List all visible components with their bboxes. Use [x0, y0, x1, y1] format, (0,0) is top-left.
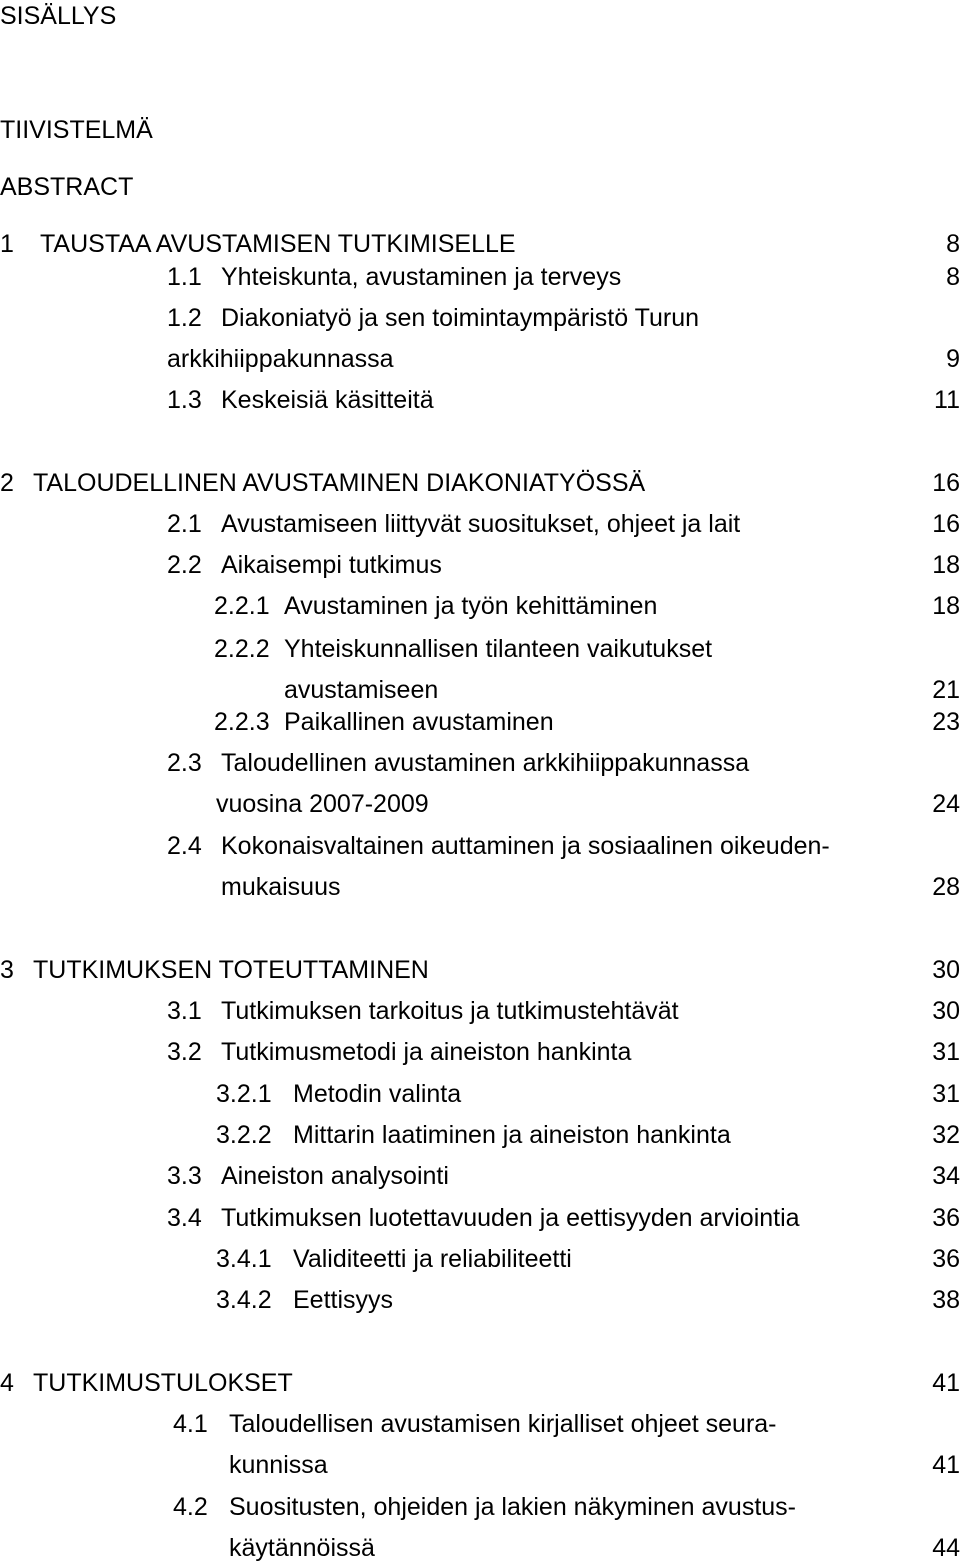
entry-title: Mittarin laatiminen ja aineiston hankinta [293, 1121, 731, 1149]
toc-subsection-2-2-2 [0, 637, 960, 669]
entry-page: 21 [932, 676, 960, 704]
entry-title: Eettisyys [293, 1286, 394, 1314]
entry-page: 9 [946, 345, 960, 373]
toc-section-2-4 [0, 834, 960, 866]
entry-title: TUTKIMUSTULOKSET [33, 1369, 293, 1397]
entry-title: Avustaminen ja työn kehittäminen [284, 592, 658, 620]
toc-subsection-2-2-1 [0, 594, 960, 626]
entry-number: 1.1 [167, 263, 202, 291]
entry-page: 41 [932, 1369, 960, 1397]
entry-title: Yhteiskunta, avustaminen ja terveys [221, 263, 622, 291]
entry-number: 2 [0, 469, 14, 497]
toc-subsection-3-2-1 [0, 1082, 960, 1114]
entry-title: Yhteiskunnallisen tilanteen vaikutukset [284, 635, 713, 663]
entry-number: 3.1 [167, 997, 202, 1025]
entry-page: 8 [946, 230, 960, 258]
entry-title-continued: mukaisuus [221, 873, 341, 901]
toc-section-4-1 [0, 1412, 960, 1444]
entry-title: TALOUDELLINEN AVUSTAMINEN DIAKONIATYÖSSÄ [33, 469, 646, 497]
toc-front-abstract-en [0, 175, 960, 207]
toc-title: SISÄLLYS [0, 2, 117, 30]
entry-number: 4.1 [173, 1410, 208, 1438]
toc-section-3-2 [0, 1040, 960, 1072]
entry-page: 8 [946, 263, 960, 291]
entry-title: Kokonaisvaltainen auttaminen ja sosiaalinen oikeuden- [221, 832, 830, 860]
entry-title-continued: kunnissa [229, 1451, 328, 1479]
entry-number: 1.2 [167, 304, 202, 332]
toc-section-1-3 [0, 388, 960, 420]
entry-page: 32 [932, 1121, 960, 1149]
entry-page: 34 [932, 1162, 960, 1190]
entry-title-continued: arkkihiippakunnassa [167, 345, 394, 373]
entry-number: 1 [0, 230, 14, 258]
toc-section-1-1 [0, 265, 960, 297]
entry-page: 28 [932, 873, 960, 901]
entry-title: Tutkimuksen luotettavuuden ja eettisyyden arviointia [221, 1204, 800, 1232]
entry-number: 2.1 [167, 510, 202, 538]
entry-title: Validiteetti ja reliabiliteetti [293, 1245, 572, 1273]
entry-page: 31 [932, 1038, 960, 1066]
entry-number: 2.2 [167, 551, 202, 579]
toc-section-4-1-cont [0, 1453, 960, 1485]
toc-section-2-3-cont [0, 792, 960, 824]
entry-number: 4.2 [173, 1493, 208, 1521]
entry-page: 41 [932, 1451, 960, 1479]
toc-heading [0, 4, 960, 36]
toc-section-3-3 [0, 1164, 960, 1196]
entry-page: 38 [932, 1286, 960, 1314]
toc-chapter-1 [0, 232, 960, 264]
entry-page: 44 [932, 1534, 960, 1562]
entry-number: 2.2.1 [214, 592, 270, 620]
toc-chapter-3 [0, 958, 960, 990]
entry-title: Avustamiseen liittyvät suositukset, ohjeet ja lait [221, 510, 741, 538]
entry-title: ABSTRACT [0, 173, 134, 201]
toc-section-1-2 [0, 306, 960, 338]
toc-subsection-2-2-2-cont [0, 678, 960, 710]
entry-title-continued: käytännöissä [229, 1534, 375, 1562]
entry-number: 3.2.2 [216, 1121, 272, 1149]
entry-title-continued: vuosina 2007-2009 [216, 790, 429, 818]
entry-title: Tutkimusmetodi ja aineiston hankinta [221, 1038, 632, 1066]
entry-title: Taloudellisen avustamisen kirjalliset ohjeet seura- [229, 1410, 777, 1438]
toc-section-4-2-cont [0, 1536, 960, 1568]
entry-number: 3 [0, 956, 14, 984]
entry-title: Keskeisiä käsitteitä [221, 386, 434, 414]
entry-page: 36 [932, 1245, 960, 1273]
entry-page: 23 [932, 708, 960, 736]
toc-section-3-1 [0, 999, 960, 1031]
entry-page: 16 [932, 469, 960, 497]
entry-title: TIIVISTELMÄ [0, 116, 153, 144]
toc-section-2-4-cont [0, 875, 960, 907]
entry-title-continued: avustamiseen [284, 676, 439, 704]
entry-page: 24 [932, 790, 960, 818]
entry-title: Paikallinen avustaminen [284, 708, 554, 736]
entry-page: 11 [934, 386, 960, 414]
toc-chapter-4 [0, 1371, 960, 1403]
entry-title: Metodin valinta [293, 1080, 462, 1108]
entry-number: 2.4 [167, 832, 202, 860]
entry-page: 36 [932, 1204, 960, 1232]
entry-number: 2.3 [167, 749, 202, 777]
toc-subsection-3-2-2 [0, 1123, 960, 1155]
entry-page: 30 [932, 956, 960, 984]
entry-number: 4 [0, 1369, 14, 1397]
entry-page: 16 [932, 510, 960, 538]
entry-number: 3.4 [167, 1204, 202, 1232]
entry-page: 30 [932, 997, 960, 1025]
entry-title: TUTKIMUKSEN TOTEUTTAMINEN [33, 956, 429, 984]
entry-title: Diakoniatyö ja sen toimintaympäristö Turun [221, 304, 700, 332]
entry-title: TAUSTAA AVUSTAMISEN TUTKIMISELLE [40, 230, 516, 258]
entry-title: Tutkimuksen tarkoitus ja tutkimustehtävät [221, 997, 679, 1025]
toc-section-4-2 [0, 1495, 960, 1527]
toc-subsection-2-2-3 [0, 710, 960, 742]
toc-section-2-1 [0, 512, 960, 544]
entry-number: 2.2.3 [214, 708, 270, 736]
entry-page: 31 [932, 1080, 960, 1108]
entry-number: 3.3 [167, 1162, 202, 1190]
entry-title: Taloudellinen avustaminen arkkihiippakunnassa [221, 749, 750, 777]
entry-number: 3.4.1 [216, 1245, 272, 1273]
entry-number: 1.3 [167, 386, 202, 414]
toc-section-2-2 [0, 553, 960, 585]
toc-subsection-3-4-1 [0, 1247, 960, 1279]
toc-section-3-4 [0, 1206, 960, 1238]
entry-title: Aikaisempi tutkimus [221, 551, 442, 579]
entry-number: 3.4.2 [216, 1286, 272, 1314]
toc-section-1-2-cont [0, 347, 960, 379]
entry-number: 2.2.2 [214, 635, 270, 663]
toc-chapter-2 [0, 471, 960, 503]
entry-title: Suositusten, ohjeiden ja lakien näkyminen avustus- [229, 1493, 797, 1521]
entry-number: 3.2.1 [216, 1080, 272, 1108]
entry-title: Aineiston analysointi [221, 1162, 449, 1190]
entry-page: 18 [932, 592, 960, 620]
toc-front-abstract-fi [0, 118, 960, 150]
entry-page: 18 [932, 551, 960, 579]
toc-section-2-3 [0, 751, 960, 783]
toc-subsection-3-4-2 [0, 1288, 960, 1320]
entry-number: 3.2 [167, 1038, 202, 1066]
